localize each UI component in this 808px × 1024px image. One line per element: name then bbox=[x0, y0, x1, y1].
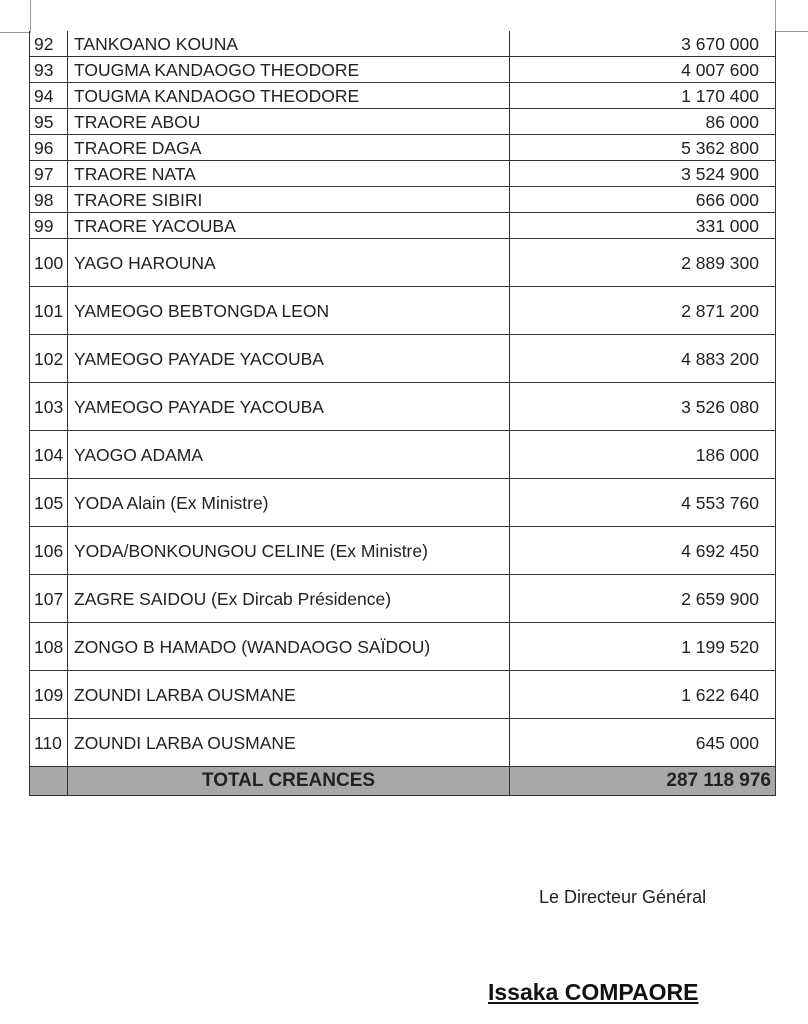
table-row bbox=[30, 719, 776, 767]
row-name: ZONGO B HAMADO (WANDAOGO SAÏDOU) bbox=[68, 623, 510, 671]
row-name: TANKOANO KOUNA bbox=[68, 31, 510, 57]
row-name: YAMEOGO PAYADE YACOUBA bbox=[68, 383, 510, 431]
table-row bbox=[30, 161, 776, 187]
row-name: TRAORE ABOU bbox=[68, 109, 510, 135]
table-row bbox=[30, 431, 776, 479]
row-number: 100 bbox=[30, 239, 68, 287]
row-name: TRAORE YACOUBA bbox=[68, 213, 510, 239]
row-amount: 4 692 450 bbox=[510, 527, 776, 575]
row-number: 99 bbox=[30, 213, 68, 239]
row-amount: 2 659 900 bbox=[510, 575, 776, 623]
row-amount: 331 000 bbox=[510, 213, 776, 239]
row-number: 101 bbox=[30, 287, 68, 335]
row-amount: 1 622 640 bbox=[510, 671, 776, 719]
table-row bbox=[30, 527, 776, 575]
row-name: YODA/BONKOUNGOU CELINE (Ex Ministre) bbox=[68, 527, 510, 575]
row-number: 102 bbox=[30, 335, 68, 383]
crop-mark-left-horizontal bbox=[0, 32, 30, 33]
row-number: 105 bbox=[30, 479, 68, 527]
row-number: 106 bbox=[30, 527, 68, 575]
row-number: 92 bbox=[30, 31, 68, 57]
table-row bbox=[30, 135, 776, 161]
row-amount: 2 871 200 bbox=[510, 287, 776, 335]
row-name: YAMEOGO PAYADE YACOUBA bbox=[68, 335, 510, 383]
row-number: 108 bbox=[30, 623, 68, 671]
table-row bbox=[30, 213, 776, 239]
table-row bbox=[30, 287, 776, 335]
row-name: TRAORE DAGA bbox=[68, 135, 510, 161]
creances-table bbox=[29, 31, 776, 796]
row-number: 98 bbox=[30, 187, 68, 213]
row-number: 96 bbox=[30, 135, 68, 161]
table-row bbox=[30, 83, 776, 109]
crop-mark-left-vertical bbox=[30, 0, 31, 33]
table-row bbox=[30, 109, 776, 135]
table-row bbox=[30, 335, 776, 383]
row-amount: 86 000 bbox=[510, 109, 776, 135]
row-name: TOUGMA KANDAOGO THEODORE bbox=[68, 57, 510, 83]
row-number: 104 bbox=[30, 431, 68, 479]
row-name: TRAORE NATA bbox=[68, 161, 510, 187]
signature-title: Le Directeur Général bbox=[539, 887, 707, 907]
row-name: TRAORE SIBIRI bbox=[68, 187, 510, 213]
table-row bbox=[30, 479, 776, 527]
row-amount: 2 889 300 bbox=[510, 239, 776, 287]
table-row bbox=[30, 671, 776, 719]
total-row bbox=[30, 767, 776, 796]
total-amount: 287 118 976 bbox=[510, 767, 776, 796]
row-amount: 186 000 bbox=[510, 431, 776, 479]
table-row bbox=[30, 383, 776, 431]
row-name: ZOUNDI LARBA OUSMANE bbox=[68, 671, 510, 719]
table-row bbox=[30, 623, 776, 671]
crop-mark-right-vertical bbox=[775, 0, 776, 31]
row-number: 95 bbox=[30, 109, 68, 135]
row-name: YAMEOGO BEBTONGDA LEON bbox=[68, 287, 510, 335]
row-name: ZAGRE SAIDOU (Ex Dircab Présidence) bbox=[68, 575, 510, 623]
table-row bbox=[30, 575, 776, 623]
row-amount: 3 670 000 bbox=[510, 31, 776, 57]
row-number: 94 bbox=[30, 83, 68, 109]
creances-table-body bbox=[30, 31, 776, 796]
row-amount: 3 526 080 bbox=[510, 383, 776, 431]
row-amount: 4 007 600 bbox=[510, 57, 776, 83]
crop-mark-right-horizontal bbox=[775, 31, 808, 32]
table-row bbox=[30, 187, 776, 213]
row-number: 109 bbox=[30, 671, 68, 719]
row-name: YAOGO ADAMA bbox=[68, 431, 510, 479]
row-amount: 666 000 bbox=[510, 187, 776, 213]
row-amount: 4 883 200 bbox=[510, 335, 776, 383]
row-amount: 3 524 900 bbox=[510, 161, 776, 187]
table-row bbox=[30, 31, 776, 57]
row-number: 97 bbox=[30, 161, 68, 187]
row-number: 103 bbox=[30, 383, 68, 431]
row-amount: 4 553 760 bbox=[510, 479, 776, 527]
row-name: YAGO HAROUNA bbox=[68, 239, 510, 287]
row-amount: 645 000 bbox=[510, 719, 776, 767]
row-name: YODA Alain (Ex Ministre) bbox=[68, 479, 510, 527]
row-number: 107 bbox=[30, 575, 68, 623]
row-name: TOUGMA KANDAOGO THEODORE bbox=[68, 83, 510, 109]
table-row bbox=[30, 57, 776, 83]
row-name: ZOUNDI LARBA OUSMANE bbox=[68, 719, 510, 767]
row-amount: 5 362 800 bbox=[510, 135, 776, 161]
row-number: 110 bbox=[30, 719, 68, 767]
total-label: TOTAL CREANCES bbox=[68, 767, 510, 796]
table-row bbox=[30, 239, 776, 287]
row-amount: 1 170 400 bbox=[510, 83, 776, 109]
row-amount: 1 199 520 bbox=[510, 623, 776, 671]
signature-name: Issaka COMPAORE bbox=[488, 979, 699, 1005]
total-empty-cell bbox=[30, 767, 68, 796]
row-number: 93 bbox=[30, 57, 68, 83]
